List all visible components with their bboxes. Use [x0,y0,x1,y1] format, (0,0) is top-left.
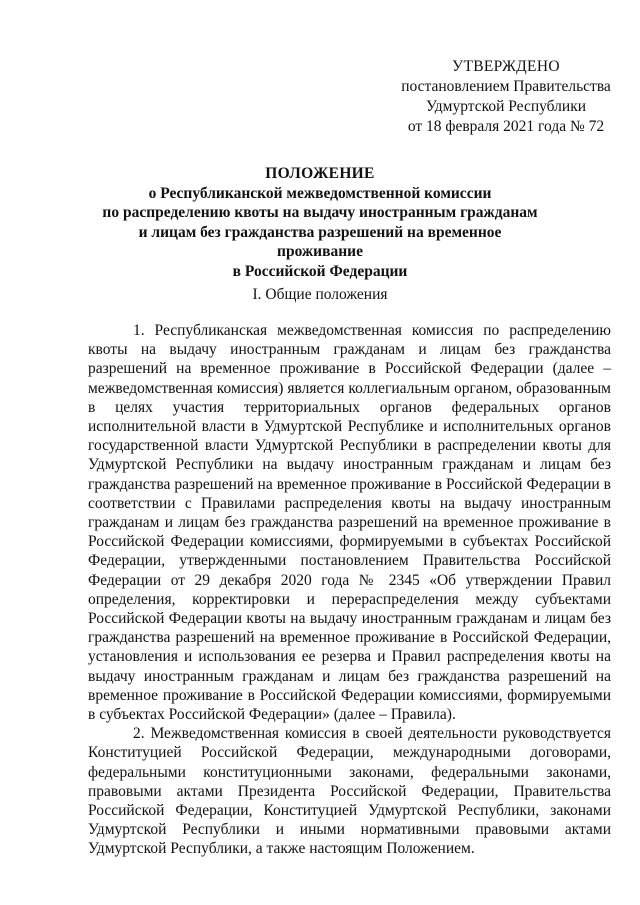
approval-line-1: постановлением Правительства [401,78,611,95]
title-line-1: о Республиканской межведомственной комиссии [148,184,492,202]
document-title [100,164,540,281]
approval-stamp: УТВЕРЖДЕНО [452,58,560,75]
title-line-4: в Российской Федерации [232,262,408,280]
paragraph-2: 2. Межведомственная комиссия в своей деятельности руководствуется Конституцией Российской Федерации, международными договорами, федеральными конституционными законами, федеральными законами, правовыми актами Президента Российской Федерации, Правительства Российской Федерации, Конституцией Удмуртской Республики, законами Удмуртской Республики и иными нормативными правовыми актами Удмуртской Республики, а также настоящим Положением. [88,725,611,858]
section-heading: I. Общие положения [252,286,388,303]
document-body [88,321,611,859]
title-heading: ПОЛОЖЕНИЕ [265,165,375,182]
approval-line-3: от 18 февраля 2021 года № 72 [407,118,605,135]
approval-line-2: Удмуртской Республики [425,98,587,115]
title-line-2: по распределению квоты на выдачу иностранным гражданам [102,204,538,221]
approval-block [392,57,620,137]
paragraph-1: 1. Республиканская межведомственная комиссия по распределению квоты на выдачу иностранным гражданам и лицам без гражданства разрешений на временное проживание в Российской Федерации (далее – межведомственная комиссия) является коллегиальным органом, образованным в целях участия территориальных органов федеральных органов исполнительной власти в Удмуртской Республике и исполнительных органов государственной власти Удмуртской Республики в распределении квоты для Удмуртской Республики на выдачу иностранным гражданам и лицам без гражданства разрешений на временное проживание в Российской Федерации в соответствии с Правилами распределения квоты на выдачу иностранным гражданам и лицам без гражданства разрешений на временное проживание в Российской Федерации комиссиями, формируемыми в субъектах Российской Федерации, утвержденными постановлением Правительства Российской Федерации от 29 декабря 2020 года № 2345 «Об утверждении Правил определения, корректировки и перераспределения между субъектами Российской Федерации квоты на выдачу иностранным гражданам и лицам без гражданства разрешений на временное проживание в Российской Федерации, установления и использования ее резерва и Правил распределения квоты на выдачу иностранным гражданам и лицам без гражданства разрешений на временное проживание в Российской Федерации комиссиями, формируемыми в субъектах Российской Федерации» (далее – Правила). [88,322,611,724]
title-line-3: и лицам без гражданства разрешений на временное проживание [138,223,502,260]
